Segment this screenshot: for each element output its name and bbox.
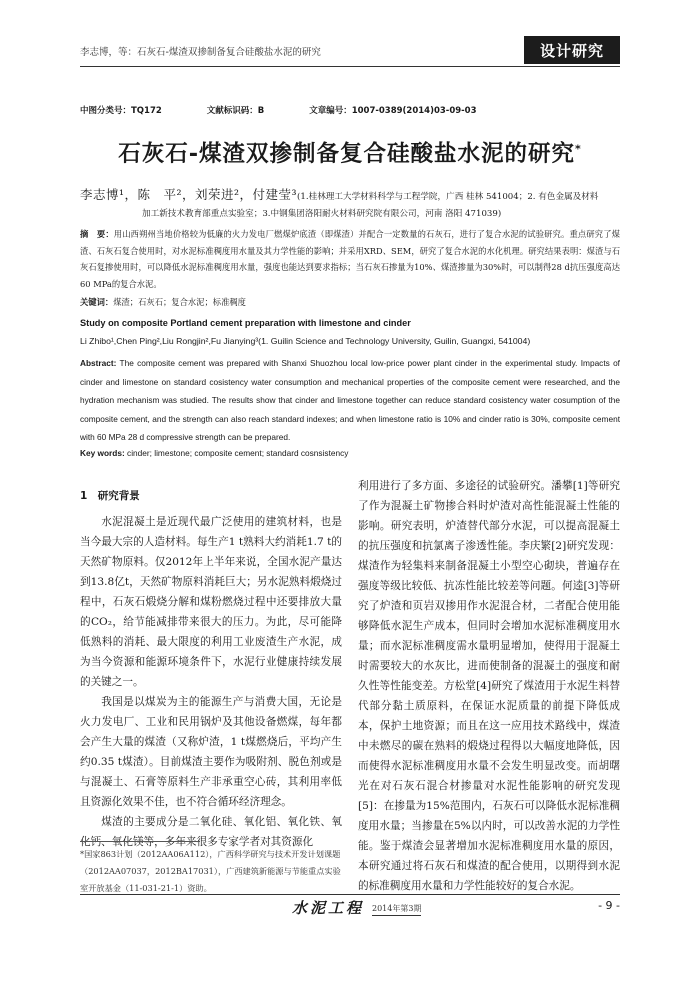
abstract-cn-label: 摘 要： — [80, 229, 114, 239]
footnote-divider — [80, 841, 200, 842]
keywords-cn-label: 关键词： — [80, 297, 114, 307]
abstract-en — [80, 354, 620, 447]
funding-footnote: *国家863计划（2012AA06A112），广西科学研究与技术开发计划课题（2012AA07037，2012BA17031），广西建筑新能源与节能重点实验室开放基金（11-031-21-1）资助。 — [80, 849, 341, 893]
body-column-right — [358, 476, 620, 896]
keywords-en-text: cinder; limestone; composite cement; standard cosnsistency — [124, 448, 349, 458]
page-number: - 9 - — [598, 899, 620, 912]
english-authors: Li Zhibo¹,Chen Ping²,Liu Rongjin²,Fu Jianying³(1. Guilin Science and Technology University, Guilin, Guangxi, 541004) — [80, 336, 531, 346]
abstract-cn — [80, 226, 620, 292]
keywords-cn-text: 煤渣；石灰石；复合水泥；标准稠度 — [113, 297, 246, 307]
abstract-cn-text: 用山西朔州当地价格较为低廉的火力发电厂燃煤炉底渣（即煤渣）并配合一定数量的石灰石，进行了复合水泥的试验研究。重点研究了煤渣、石灰石复合使用时，对水泥标准稠度用水量及其力学性能的影响；并采用XRD、SEM，研究了复合水泥的水化机理。研究结果表明：煤渣与石灰石复掺使用时，可以降低水泥标准稠度用水量，强度也能达到要求指标；当石灰石掺量为10%、煤渣掺量为30%时，可以制得28 d抗压强度高达60 MPa的复合水泥。 — [80, 229, 620, 289]
keywords-cn — [80, 296, 620, 308]
abstract-en-text: The composite cement was prepared with Shanxi Shuozhou local low-price power plant cinder in the experimental study. Impacts of cinder and limestone on standard cosistency water consumption and mechanical properties of the composite cement were researched, and the hydration mechanism was studied. The results show that cinder and limestone together can reduce standard cosistency water cosumption of the composite cement, and the strength can also reach standard indexes; and when limestone ratio is 10% and cinder ratio is 30%, composite cement with 60 MPa 28 d compressive strength can be prepared. — [80, 358, 620, 443]
section-badge: 设计研究 — [524, 36, 620, 64]
article-meta — [80, 104, 620, 116]
body-paragraph: 利用进行了多方面、多途径的试验研究。潘攀[1]等研究了作为混凝土矿物掺合料时炉渣对高性能混凝土性能的影响。研究表明，炉渣替代部分水泥，可以提高混凝土的抗压强度和抗氯离子渗透性能。李庆繁[2]研究发现：煤渣作为轻集料来制备混凝土小型空心砌块，普遍存在强度等级比较低、抗冻性能比较差等问题。何逵[3]等研究了炉渣和页岩双掺用作水泥混合材，二者配合使用能够降低水泥生产成本，但同时会增加水泥标准稠度用水量；而水泥标准稠度需水量明显增加，使得用于混凝土时需要较大的水灰比，进而使制备的混凝土的强度和耐久性等性能变差。方松堂[4]研究了煤渣用于水泥生料替代部分黏土质原料，在保证水泥质量的前提下降低成本，保护土地资源；而且在这一应用技术路线中，煤渣中未燃尽的碳在熟料的煅烧过程得以大幅度地降低，因而使得水泥标准稠度用水量不会发生明显改变。而胡曙光在对石灰石混合材掺量对水泥性能影响的研究发现[5]：在掺量为15%范围内，石灰石可以降低水泥标准稠度用水量；当掺量在5%以内时，可以改善水泥的力学性能。鉴于煤渣会显著增加水泥标准稠度用水量的原因，本研究通过将石灰石和煤渣的配合使用，以期得到水泥的标准稠度用水量和力学性能较好的复合水泥。 — [358, 480, 620, 892]
header-divider — [80, 66, 620, 67]
running-head: 李志博，等：石灰石-煤渣双掺制备复合硅酸盐水泥的研究 — [80, 47, 321, 58]
keywords-en-label: Key words: — [80, 448, 125, 458]
paper-title — [80, 136, 620, 168]
body-paragraph: 我国是以煤炭为主的能源生产与消费大国，无论是火力发电厂、工业和民用锅炉及其他设备燃煤，每年都会产生大量的煤渣（又称炉渣，1 t煤燃烧后，平均产生约0.35 t煤渣）。目前煤渣主要作为吸附剂、脱色剂或是与混凝土、石膏等原料生产非承重空心砖，其利用率低且资源化效果不佳，也不符合循环经济理念。 — [80, 696, 342, 808]
author-names: 李志博¹，陈 平²，刘荣进²，付建莹³ — [80, 187, 298, 202]
author-affiliation-1: (1.桂林理工大学材料科学与工程学院，广西 桂林 541004；2. 有色金属及材料 — [297, 192, 599, 202]
body-paragraph: 水泥混凝土是近现代最广泛使用的建筑材料，也是当今最大宗的人造材料。每生产1 t熟料大约消耗1.7 t的天然矿物原料。仅2012年上半年来说，全国水泥产量达到13.8亿t，天然矿物原料消耗巨大；另水泥熟料煅烧过程中，石灰石煅烧分解和煤粉燃烧过程中还要排放大量的CO₂，给节能减排带来很大的压力。为此，尽可能降低熟料的消耗、最大限度的利用工业废渣生产水泥，成为当今资源和能源环境条件下，水泥行业健康持续发展的关键之一。 — [80, 516, 342, 688]
document-code: 文献标识码：B — [206, 106, 265, 116]
section-heading: 1 研究背景 — [80, 490, 140, 502]
footer-divider — [80, 894, 620, 895]
body-column-left — [80, 486, 342, 852]
article-number: 文章编号：1007-0389(2014)03-09-03 — [309, 106, 477, 116]
keywords-en — [80, 448, 620, 458]
paper-title-text: 石灰石-煤渣双掺制备复合硅酸盐水泥的研究 — [118, 141, 576, 167]
title-footnote-mark: * — [575, 142, 582, 156]
english-title: Study on composite Portland cement preparation with limestone and cinder — [80, 318, 411, 328]
journal-logo: 水泥工程 — [292, 899, 365, 917]
author-block — [80, 186, 620, 223]
author-affiliation-2: 加工新技术教育部重点实验室；3.中钢集团洛阳耐火材料研究院有限公司，河南 洛阳 471039) — [142, 209, 502, 219]
journal-issue: 2014年第3期 — [372, 903, 421, 916]
clc-number: 中图分类号：TQ172 — [80, 106, 162, 116]
body-paragraph: 煤渣的主要成分是二氧化硅、氧化铝、氧化铁、氧化钙、氧化镁等，多年来很多专家学者对其资源化 — [80, 816, 342, 848]
abstract-en-label: Abstract: — [80, 358, 117, 368]
